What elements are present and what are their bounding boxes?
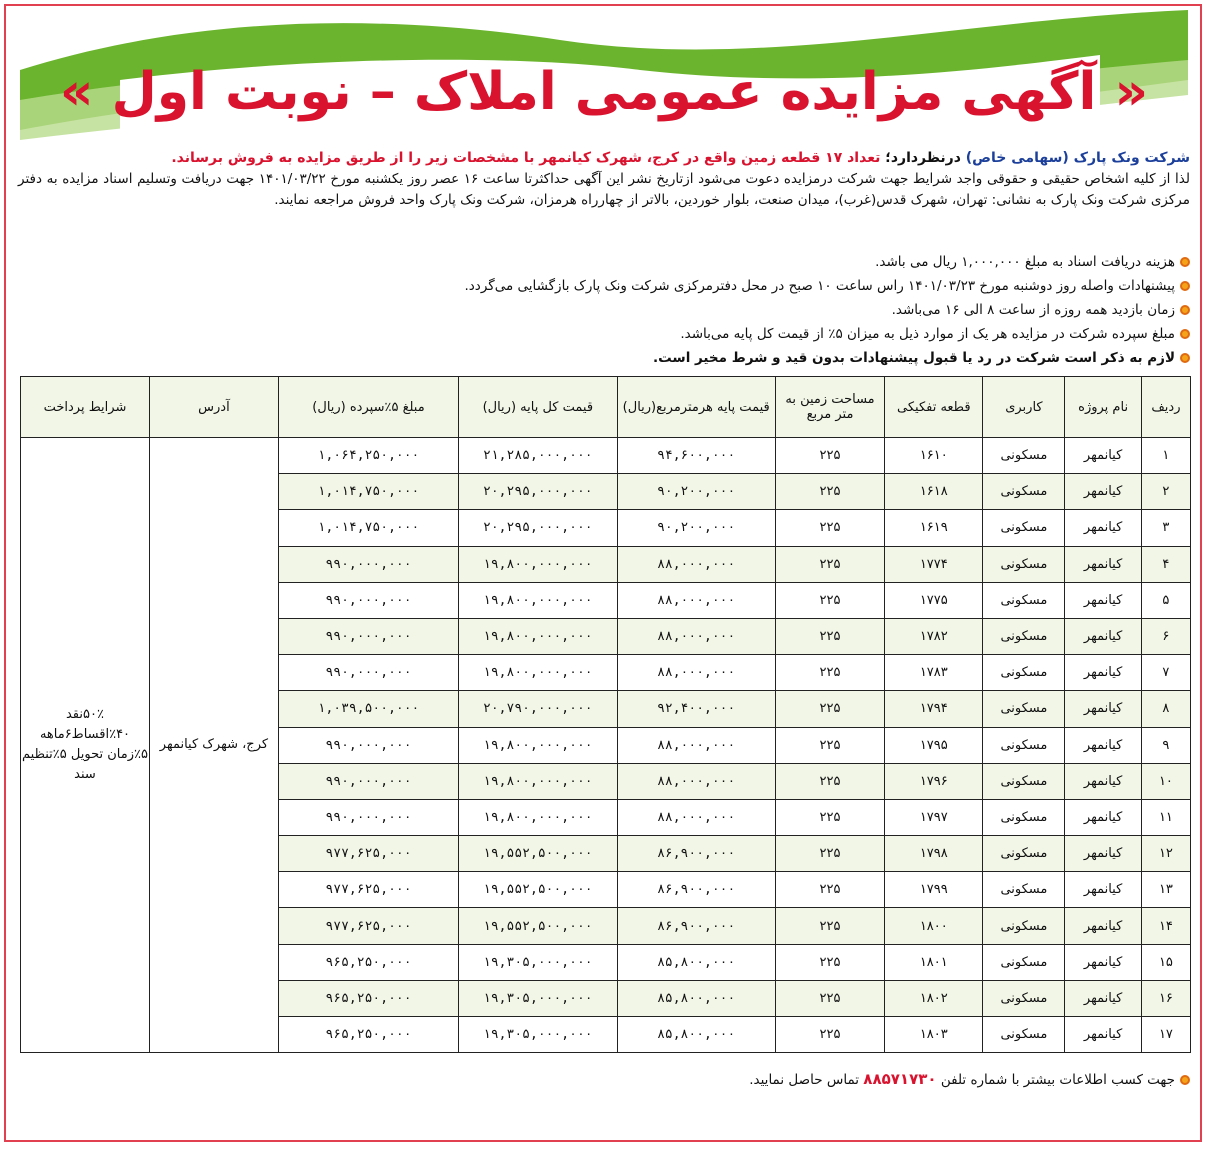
contact-line [18, 1070, 1190, 1088]
unit-price-cell: ۸۵,۸۰۰,۰۰۰ [617, 980, 775, 1016]
total-price-cell: ۱۹,۸۰۰,۰۰۰,۰۰۰ [459, 582, 617, 618]
row-number-cell: ۱۵ [1141, 944, 1190, 980]
header-cell: قیمت کل پایه (ریال) [459, 377, 617, 438]
header-cell: مساحت زمین به متر مربع [775, 377, 884, 438]
unit-price-cell: ۹۴,۶۰۰,۰۰۰ [617, 438, 775, 474]
project-name-cell: کیانمهر [1065, 474, 1141, 510]
row-number-cell: ۶ [1141, 618, 1190, 654]
unit-price-cell: ۸۶,۹۰۰,۰۰۰ [617, 836, 775, 872]
usage-cell: مسکونی [983, 727, 1065, 763]
usage-cell: مسکونی [983, 1017, 1065, 1053]
deposit-cell: ۱,۰۶۴,۲۵۰,۰۰۰ [278, 438, 458, 474]
row-number-cell: ۱۷ [1141, 1017, 1190, 1053]
total-price-cell: ۱۹,۵۵۲,۵۰۰,۰۰۰ [459, 836, 617, 872]
lead-mid: درنظردارد؛ [880, 150, 966, 166]
plot-id-cell: ۱۸۰۱ [885, 944, 983, 980]
deposit-cell: ۱,۰۳۹,۵۰۰,۰۰۰ [278, 691, 458, 727]
lead-rest: تعداد ۱۷ قطعه زمین واقع در کرج، شهرک کیانمهر با مشخصات زیر را از طریق مزایده به فروش برساند. [171, 150, 881, 166]
total-price-cell: ۱۹,۳۰۵,۰۰۰,۰۰۰ [459, 1017, 617, 1053]
plot-id-cell: ۱۷۷۴ [885, 546, 983, 582]
area-cell: ۲۲۵ [775, 980, 884, 1016]
unit-price-cell: ۹۰,۲۰۰,۰۰۰ [617, 474, 775, 510]
bullet-item: هزینه دریافت اسناد به مبلغ ۱,۰۰۰,۰۰۰ ریال می باشد. [18, 250, 1190, 274]
intro-body: لذا از کلیه اشخاص حقیقی و حقوقی واجد شرایط جهت شرکت درمزایده دعوت می‌شود ازتاریخ نشر این آگهی حداکثرتا ساعت ۱۶ عصر روز یکشنبه مورخ ۱۴۰۱/۰۳/۲۲ جهت دریافت وتسلیم اسناد مزایده به دفتر مرکزی شرکت ونک پارک به نشانی: تهران، شهرک قدس(غرب)، میدان صنعت، بلوار خوردین، بالاتر از چهارراه هرمزان، شرکت ونک پارک واحد فروش مراجعه نمایند. [18, 171, 1190, 208]
project-name-cell: کیانمهر [1065, 727, 1141, 763]
header-cell: قیمت پایه هرمترمربع(ریال) [617, 377, 775, 438]
row-number-cell: ۲ [1141, 474, 1190, 510]
header-cell: کاربری [983, 377, 1065, 438]
area-cell: ۲۲۵ [775, 1017, 884, 1053]
plot-id-cell: ۱۶۱۹ [885, 510, 983, 546]
deposit-cell: ۱,۰۱۴,۷۵۰,۰۰۰ [278, 510, 458, 546]
header-cell: نام پروژه [1065, 377, 1141, 438]
header-cell: آدرس [149, 377, 278, 438]
row-number-cell: ۳ [1141, 510, 1190, 546]
usage-cell: مسکونی [983, 582, 1065, 618]
plot-id-cell: ۱۷۹۸ [885, 836, 983, 872]
project-name-cell: کیانمهر [1065, 980, 1141, 1016]
area-cell: ۲۲۵ [775, 691, 884, 727]
area-cell: ۲۲۵ [775, 582, 884, 618]
project-name-cell: کیانمهر [1065, 908, 1141, 944]
plot-id-cell: ۱۷۸۲ [885, 618, 983, 654]
unit-price-cell: ۸۸,۰۰۰,۰۰۰ [617, 618, 775, 654]
bullet-dot-icon [1180, 257, 1190, 267]
usage-cell: مسکونی [983, 980, 1065, 1016]
bullet-item: لازم به ذکر است شرکت در رد یا قبول پیشنهادات بدون قید و شرط مخیر است. [18, 346, 1190, 370]
row-number-cell: ۴ [1141, 546, 1190, 582]
area-cell: ۲۲۵ [775, 546, 884, 582]
project-name-cell: کیانمهر [1065, 546, 1141, 582]
total-price-cell: ۲۱,۲۸۵,۰۰۰,۰۰۰ [459, 438, 617, 474]
header-cell: ردیف [1141, 377, 1190, 438]
intro-lead [18, 148, 1190, 169]
total-price-cell: ۱۹,۸۰۰,۰۰۰,۰۰۰ [459, 546, 617, 582]
project-name-cell: کیانمهر [1065, 1017, 1141, 1053]
usage-cell: مسکونی [983, 510, 1065, 546]
unit-price-cell: ۹۲,۴۰۰,۰۰۰ [617, 691, 775, 727]
area-cell: ۲۲۵ [775, 763, 884, 799]
deposit-cell: ۹۶۵,۲۵۰,۰۰۰ [278, 944, 458, 980]
row-number-cell: ۱ [1141, 438, 1190, 474]
table-header-row [21, 377, 1191, 438]
project-name-cell: کیانمهر [1065, 799, 1141, 835]
bullet-item: مبلغ سپرده شرکت در مزایده هر یک از موارد ذیل به میزان ۵٪ از قیمت کل پایه می‌باشد. [18, 322, 1190, 346]
unit-price-cell: ۸۸,۰۰۰,۰۰۰ [617, 727, 775, 763]
row-number-cell: ۱۶ [1141, 980, 1190, 1016]
usage-cell: مسکونی [983, 438, 1065, 474]
total-price-cell: ۱۹,۸۰۰,۰۰۰,۰۰۰ [459, 727, 617, 763]
unit-price-cell: ۸۸,۰۰۰,۰۰۰ [617, 546, 775, 582]
contact-before: جهت کسب اطلاعات بیشتر با شماره تلفن [936, 1072, 1175, 1088]
plot-id-cell: ۱۷۹۷ [885, 799, 983, 835]
table-row [21, 438, 1191, 474]
bullet-dot-icon [1180, 305, 1190, 315]
unit-price-cell: ۸۸,۰۰۰,۰۰۰ [617, 763, 775, 799]
deposit-cell: ۹۶۵,۲۵۰,۰۰۰ [278, 980, 458, 1016]
row-number-cell: ۷ [1141, 655, 1190, 691]
project-name-cell: کیانمهر [1065, 763, 1141, 799]
project-name-cell: کیانمهر [1065, 618, 1141, 654]
header-cell: شرایط پرداخت [21, 377, 150, 438]
deposit-cell: ۱,۰۱۴,۷۵۰,۰۰۰ [278, 474, 458, 510]
usage-cell: مسکونی [983, 799, 1065, 835]
area-cell: ۲۲۵ [775, 908, 884, 944]
total-price-cell: ۱۹,۸۰۰,۰۰۰,۰۰۰ [459, 618, 617, 654]
phone-number: ۸۸۵۷۱۷۳۰ [863, 1070, 937, 1088]
bullet-list [18, 250, 1190, 370]
total-price-cell: ۱۹,۸۰۰,۰۰۰,۰۰۰ [459, 655, 617, 691]
plot-id-cell: ۱۶۱۰ [885, 438, 983, 474]
unit-price-cell: ۸۸,۰۰۰,۰۰۰ [617, 799, 775, 835]
unit-price-cell: ۸۸,۰۰۰,۰۰۰ [617, 582, 775, 618]
usage-cell: مسکونی [983, 618, 1065, 654]
usage-cell: مسکونی [983, 691, 1065, 727]
usage-cell: مسکونی [983, 655, 1065, 691]
total-price-cell: ۱۹,۸۰۰,۰۰۰,۰۰۰ [459, 799, 617, 835]
bullet-item: زمان بازدید همه روزه از ساعت ۸ الی ۱۶ می‌باشد. [18, 298, 1190, 322]
row-number-cell: ۱۴ [1141, 908, 1190, 944]
area-cell: ۲۲۵ [775, 836, 884, 872]
total-price-cell: ۲۰,۷۹۰,۰۰۰,۰۰۰ [459, 691, 617, 727]
project-name-cell: کیانمهر [1065, 510, 1141, 546]
deposit-cell: ۹۷۷,۶۲۵,۰۰۰ [278, 872, 458, 908]
address-cell: کرج، شهرک کیانمهر [149, 438, 278, 1053]
unit-price-cell: ۹۰,۲۰۰,۰۰۰ [617, 510, 775, 546]
total-price-cell: ۱۹,۵۵۲,۵۰۰,۰۰۰ [459, 872, 617, 908]
deposit-cell: ۹۹۰,۰۰۰,۰۰۰ [278, 727, 458, 763]
header-cell: مبلغ ۵٪سپرده (ریال) [278, 377, 458, 438]
total-price-cell: ۲۰,۲۹۵,۰۰۰,۰۰۰ [459, 510, 617, 546]
usage-cell: مسکونی [983, 474, 1065, 510]
row-number-cell: ۹ [1141, 727, 1190, 763]
area-cell: ۲۲۵ [775, 618, 884, 654]
plot-id-cell: ۱۷۹۹ [885, 872, 983, 908]
deposit-cell: ۹۹۰,۰۰۰,۰۰۰ [278, 655, 458, 691]
project-name-cell: کیانمهر [1065, 836, 1141, 872]
usage-cell: مسکونی [983, 546, 1065, 582]
row-number-cell: ۱۰ [1141, 763, 1190, 799]
usage-cell: مسکونی [983, 836, 1065, 872]
plot-id-cell: ۱۶۱۸ [885, 474, 983, 510]
area-cell: ۲۲۵ [775, 727, 884, 763]
unit-price-cell: ۸۸,۰۰۰,۰۰۰ [617, 655, 775, 691]
payment-terms-cell: ۵۰٪نقد ۴۰٪اقساط۶ماهه ۵٪زمان تحویل ۵٪تنظیم سند [21, 438, 150, 1053]
contact-after: تماس حاصل نمایید. [749, 1072, 864, 1088]
row-number-cell: ۸ [1141, 691, 1190, 727]
plot-id-cell: ۱۸۰۲ [885, 980, 983, 1016]
bullet-dot-icon [1180, 353, 1190, 363]
total-price-cell: ۱۹,۳۰۵,۰۰۰,۰۰۰ [459, 980, 617, 1016]
project-name-cell: کیانمهر [1065, 655, 1141, 691]
unit-price-cell: ۸۵,۸۰۰,۰۰۰ [617, 1017, 775, 1053]
property-table-wrap [20, 376, 1191, 1053]
deposit-cell: ۹۹۰,۰۰۰,۰۰۰ [278, 546, 458, 582]
usage-cell: مسکونی [983, 908, 1065, 944]
row-number-cell: ۱۲ [1141, 836, 1190, 872]
bullet-dot-icon [1180, 329, 1190, 339]
project-name-cell: کیانمهر [1065, 691, 1141, 727]
area-cell: ۲۲۵ [775, 438, 884, 474]
table-body [21, 438, 1191, 1053]
project-name-cell: کیانمهر [1065, 438, 1141, 474]
plot-id-cell: ۱۷۷۵ [885, 582, 983, 618]
plot-id-cell: ۱۸۰۳ [885, 1017, 983, 1053]
page-title: « آگهی مزایده عمومی املاک – نوبت اول » [59, 62, 1149, 122]
usage-cell: مسکونی [983, 763, 1065, 799]
project-name-cell: کیانمهر [1065, 582, 1141, 618]
header-cell: قطعه تفکیکی [885, 377, 983, 438]
plot-id-cell: ۱۸۰۰ [885, 908, 983, 944]
area-cell: ۲۲۵ [775, 872, 884, 908]
unit-price-cell: ۸۶,۹۰۰,۰۰۰ [617, 908, 775, 944]
company-name: شرکت ونک پارک (سهامی خاص) [965, 150, 1190, 166]
total-price-cell: ۱۹,۸۰۰,۰۰۰,۰۰۰ [459, 763, 617, 799]
row-number-cell: ۱۳ [1141, 872, 1190, 908]
project-name-cell: کیانمهر [1065, 872, 1141, 908]
total-price-cell: ۲۰,۲۹۵,۰۰۰,۰۰۰ [459, 474, 617, 510]
property-table [20, 376, 1191, 1053]
deposit-cell: ۹۶۵,۲۵۰,۰۰۰ [278, 1017, 458, 1053]
row-number-cell: ۱۱ [1141, 799, 1190, 835]
area-cell: ۲۲۵ [775, 944, 884, 980]
total-price-cell: ۱۹,۳۰۵,۰۰۰,۰۰۰ [459, 944, 617, 980]
plot-id-cell: ۱۷۹۵ [885, 727, 983, 763]
area-cell: ۲۲۵ [775, 799, 884, 835]
area-cell: ۲۲۵ [775, 474, 884, 510]
deposit-cell: ۹۹۰,۰۰۰,۰۰۰ [278, 618, 458, 654]
deposit-cell: ۹۷۷,۶۲۵,۰۰۰ [278, 836, 458, 872]
bullet-dot-icon [1180, 1075, 1190, 1085]
plot-id-cell: ۱۷۹۶ [885, 763, 983, 799]
intro-paragraph [18, 148, 1190, 211]
total-price-cell: ۱۹,۵۵۲,۵۰۰,۰۰۰ [459, 908, 617, 944]
bullet-item: پیشنهادات واصله روز دوشنبه مورخ ۱۴۰۱/۰۳/۲۳ راس ساعت ۱۰ صبح در محل دفترمرکزی شرکت ونک پارک بازگشایی می‌گردد. [18, 274, 1190, 298]
deposit-cell: ۹۹۰,۰۰۰,۰۰۰ [278, 582, 458, 618]
plot-id-cell: ۱۷۸۳ [885, 655, 983, 691]
plot-id-cell: ۱۷۹۴ [885, 691, 983, 727]
usage-cell: مسکونی [983, 872, 1065, 908]
deposit-cell: ۹۹۰,۰۰۰,۰۰۰ [278, 799, 458, 835]
bullet-dot-icon [1180, 281, 1190, 291]
project-name-cell: کیانمهر [1065, 944, 1141, 980]
unit-price-cell: ۸۶,۹۰۰,۰۰۰ [617, 872, 775, 908]
deposit-cell: ۹۹۰,۰۰۰,۰۰۰ [278, 763, 458, 799]
unit-price-cell: ۸۵,۸۰۰,۰۰۰ [617, 944, 775, 980]
area-cell: ۲۲۵ [775, 510, 884, 546]
row-number-cell: ۵ [1141, 582, 1190, 618]
area-cell: ۲۲۵ [775, 655, 884, 691]
deposit-cell: ۹۷۷,۶۲۵,۰۰۰ [278, 908, 458, 944]
usage-cell: مسکونی [983, 944, 1065, 980]
